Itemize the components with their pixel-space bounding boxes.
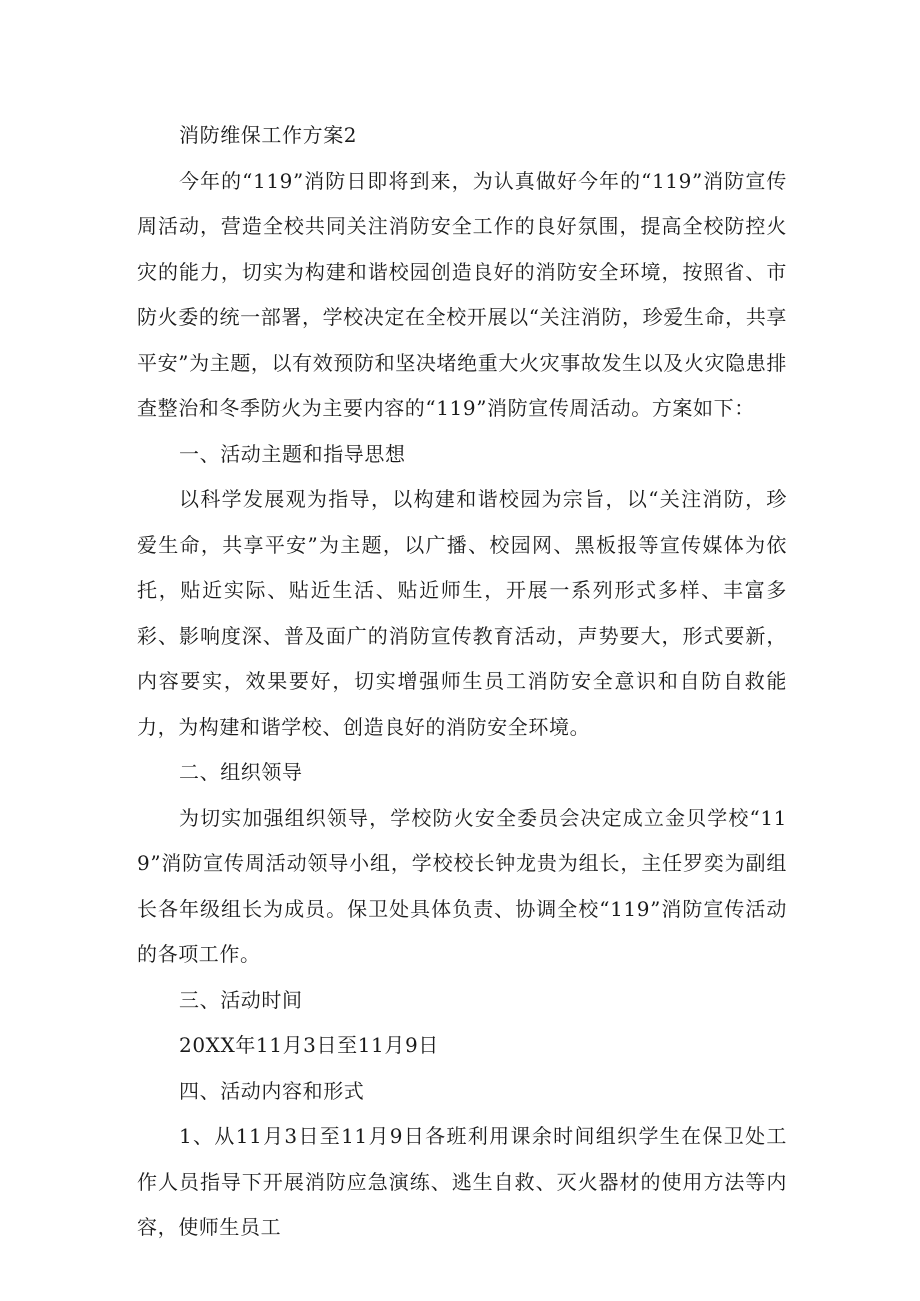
section-heading-theme: 一、活动主题和指导思想: [179, 441, 406, 466]
section-heading-time: 三、活动时间: [179, 987, 303, 1012]
section-heading-content: 四、活动内容和形式: [179, 1078, 365, 1103]
paragraph-time: 20XX年11月3日至11月9日: [179, 1033, 439, 1057]
document-body: [137, 113, 787, 1251]
paragraph-leadership: 为切实加强组织领导，学校防火安全委员会决定成立金贝学校“119”消防宣传周活动领导小组，学校校长钟龙贵为组长，主任罗奕为副组长各年级组长为成员。保卫处具体负责、协调全校“119”消防宣传活动的各项工作。: [137, 805, 787, 966]
section-heading-leadership: 二、组织领导: [179, 760, 303, 784]
paragraph-intro: 今年的“119”消防日即将到来，为认真做好今年的“119”消防宣传周活动，营造全校共同关注消防安全工作的良好氛围，提高全校防控火灾的能力，切实为构建和谐校园创造良好的消防安全环境，按照省、市防火委的统一部署，学校决定在全校开展以“关注消防，珍爱生命，共享平安”为主题，以有效预防和坚决堵绝重大火灾事故发生以及火灾隐患排查整治和冬季防火为主要内容的“119”消防宣传周活动。方案如下：: [137, 168, 787, 420]
paragraph-theme: 以科学发展观为指导，以构建和谐校园为宗旨，以“关注消防，珍爱生命，共享平安”为主题，以广播、校园网、黑板报等宣传媒体为依托，贴近实际、贴近生活、贴近师生，开展一系列形式多样、丰富多彩、影响度深、普及面广的消防宣传教育活动，声势要大，形式要新，内容要实，效果要好，切实增强师生员工消防安全意识和自防自救能力，为构建和谐学校、创造良好的消防安全环境。: [137, 487, 787, 739]
document-title: 消防维保工作方案2: [179, 123, 358, 147]
paragraph-content-1: 1、从11月3日至11月9日各班利用课余时间组织学生在保卫处工作人员指导下开展消防应急演练、逃生自救、灭火器材的使用方法等内容，使师生员工: [137, 1124, 787, 1239]
